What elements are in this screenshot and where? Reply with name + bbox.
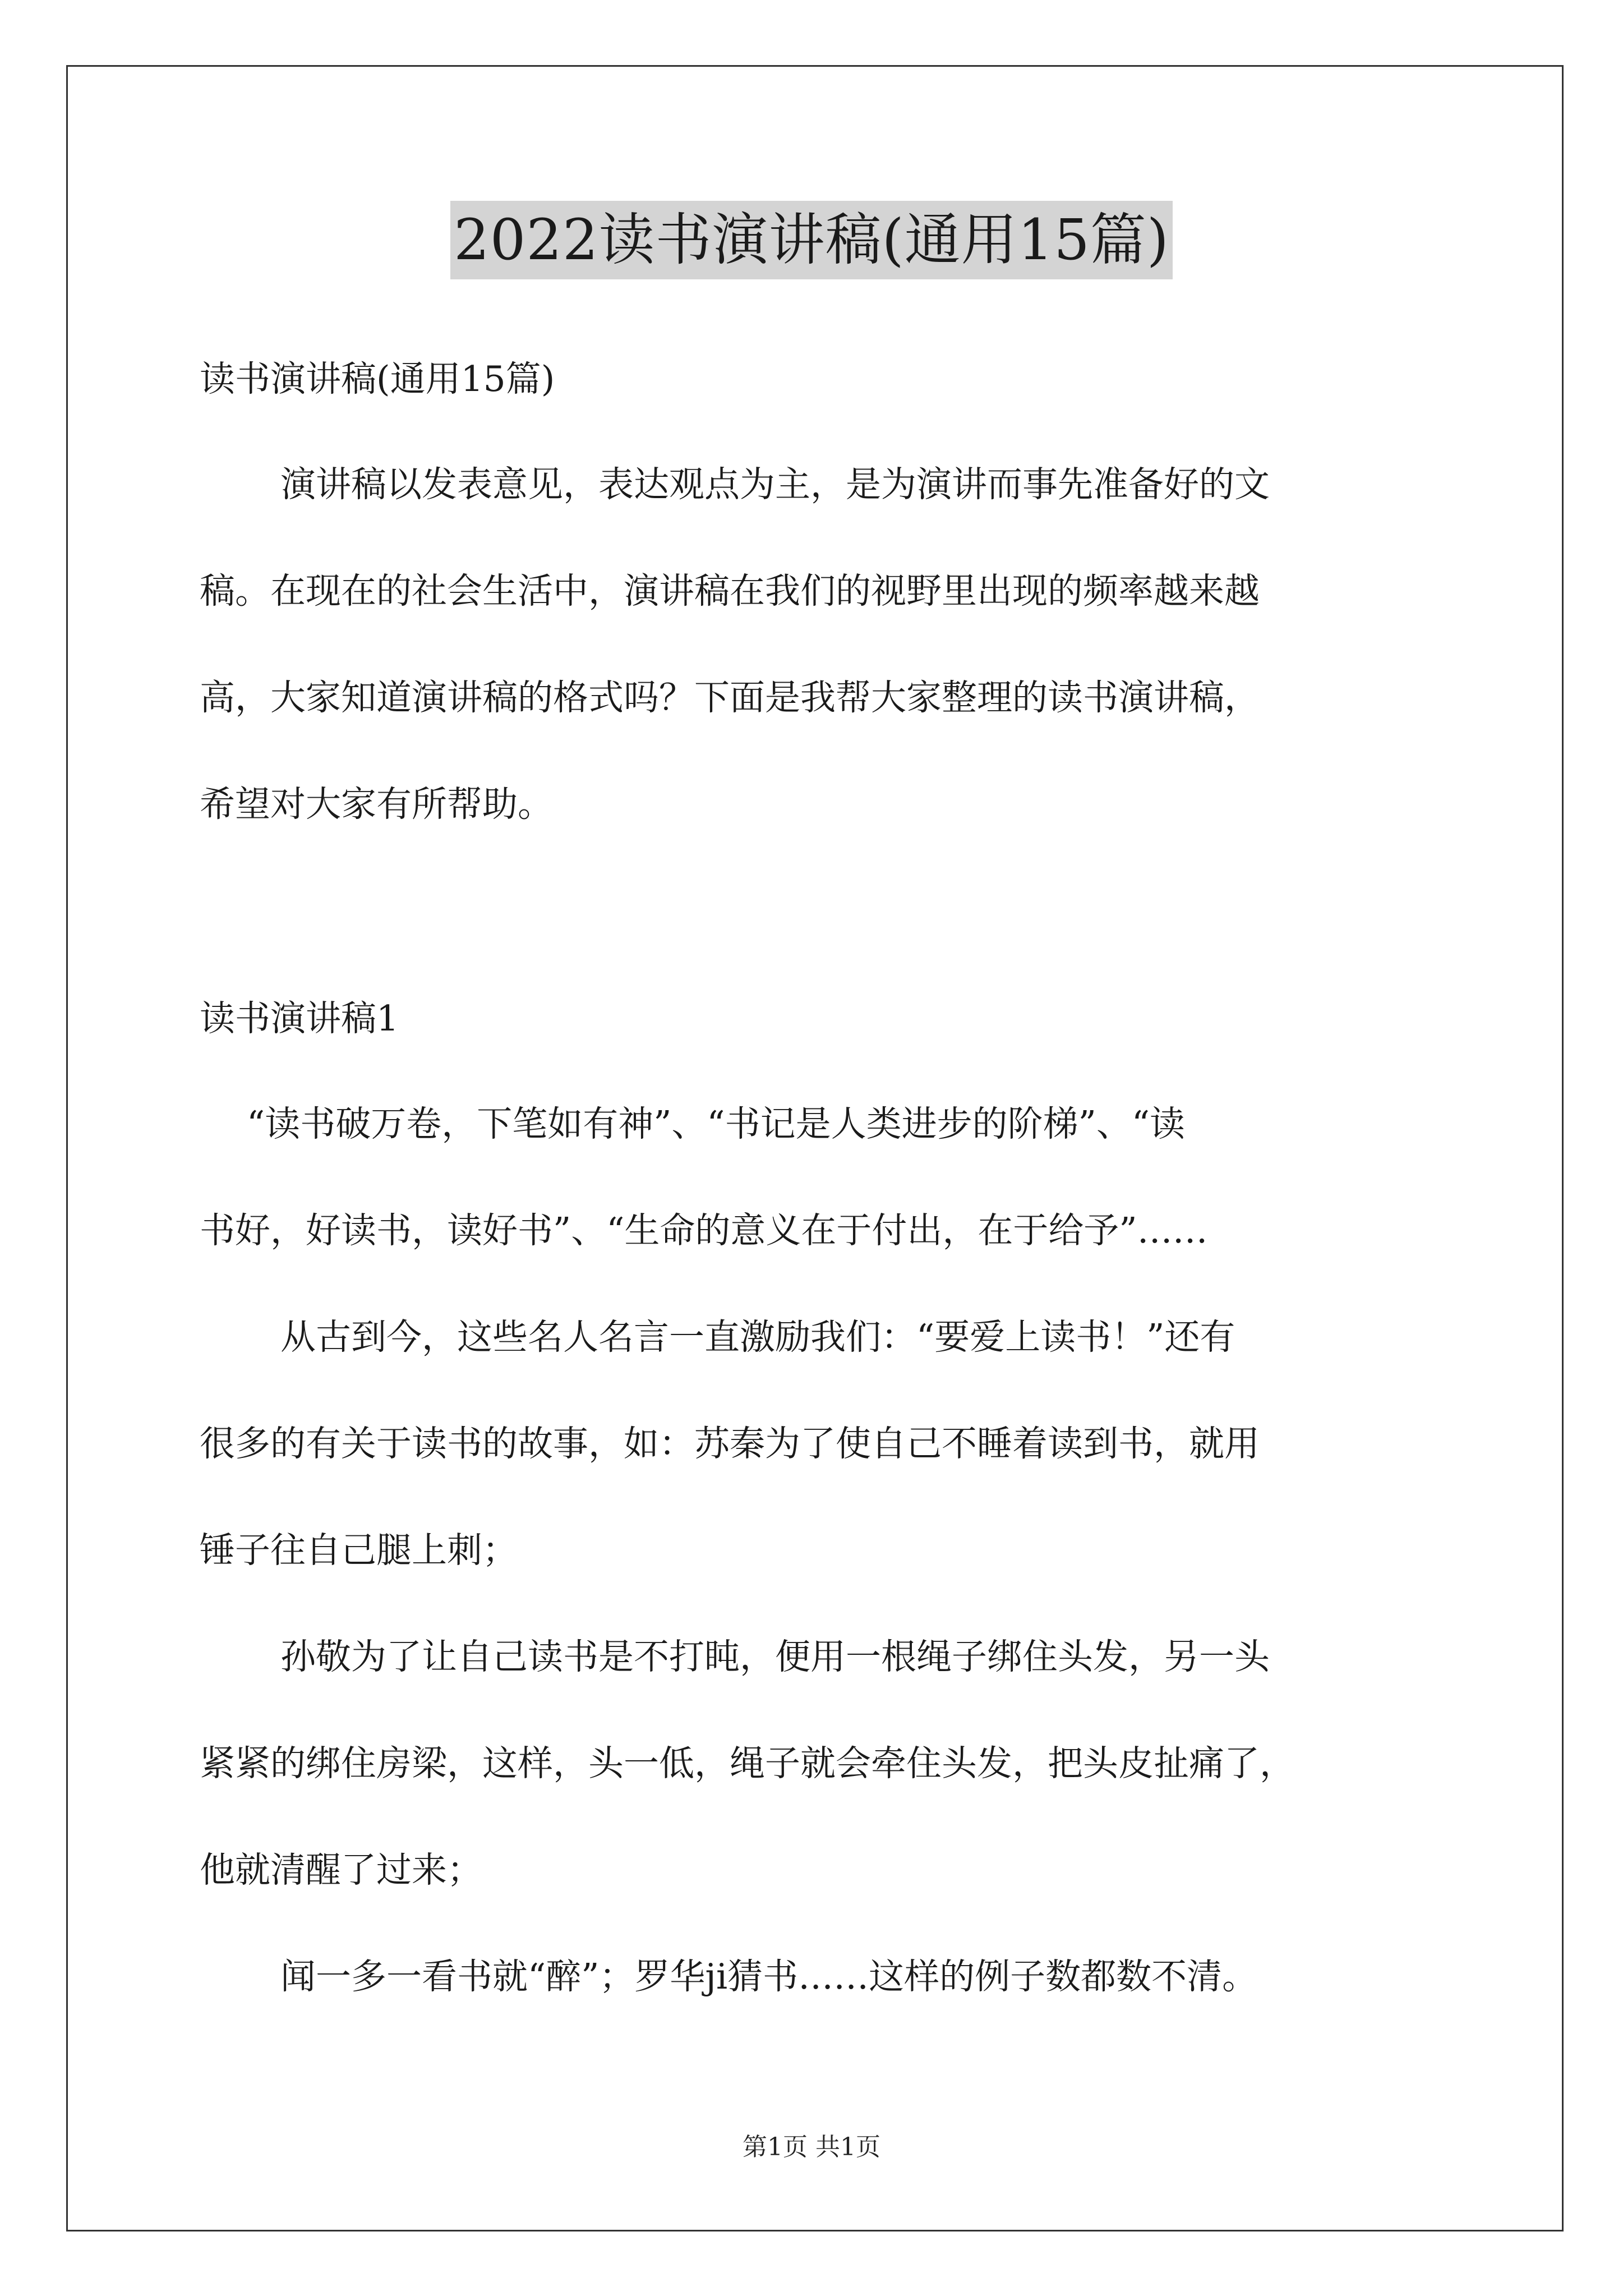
intro-line: 演讲稿以发表意见，表达观点为主，是为演讲而事先准备好的文 xyxy=(280,464,1270,505)
body-line: 从古到今，这些名人名言一直激励我们：“要爱上读书！”还有 xyxy=(280,1317,1235,1358)
page-footer: 第1页 共1页 xyxy=(743,2133,880,2161)
document-title: 2022读书演讲稿(通用15篇) xyxy=(450,201,1173,279)
body-line: 书好，好读书，读好书”、“生命的意义在于付出，在于给予”…… xyxy=(200,1210,1208,1251)
section-heading: 读书演讲稿1 xyxy=(200,998,399,1039)
body-line: 孙敬为了让自己读书是不打盹，便用一根绳子绑住头发，另一头 xyxy=(280,1636,1270,1677)
title-container xyxy=(0,201,1623,279)
body-line: 很多的有关于读书的故事，如：苏秦为了使自己不睡着读到书，就用 xyxy=(200,1423,1260,1464)
body-line: 他就清醒了过来； xyxy=(200,1849,482,1890)
intro-line: 稿。在现在的社会生活中，演讲稿在我们的视野里出现的频率越来越 xyxy=(200,570,1260,611)
intro-line: 高，大家知道演讲稿的格式吗？下面是我帮大家整理的读书演讲稿， xyxy=(200,677,1260,718)
subtitle: 读书演讲稿(通用15篇) xyxy=(200,358,555,399)
body-line: 闻一多一看书就“醉”；罗华ji猜书……这样的例子数都数不清。 xyxy=(280,1956,1258,1997)
body-line: “读书破万卷，下笔如有神”、“书记是人类进步的阶梯”、“读 xyxy=(247,1103,1186,1144)
intro-line: 希望对大家有所帮助。 xyxy=(200,784,553,825)
body-line: 紧紧的绑住房梁，这样，头一低，绳子就会牵住头发，把头皮扯痛了， xyxy=(200,1743,1295,1784)
body-line: 锤子往自己腿上刺； xyxy=(200,1530,518,1571)
